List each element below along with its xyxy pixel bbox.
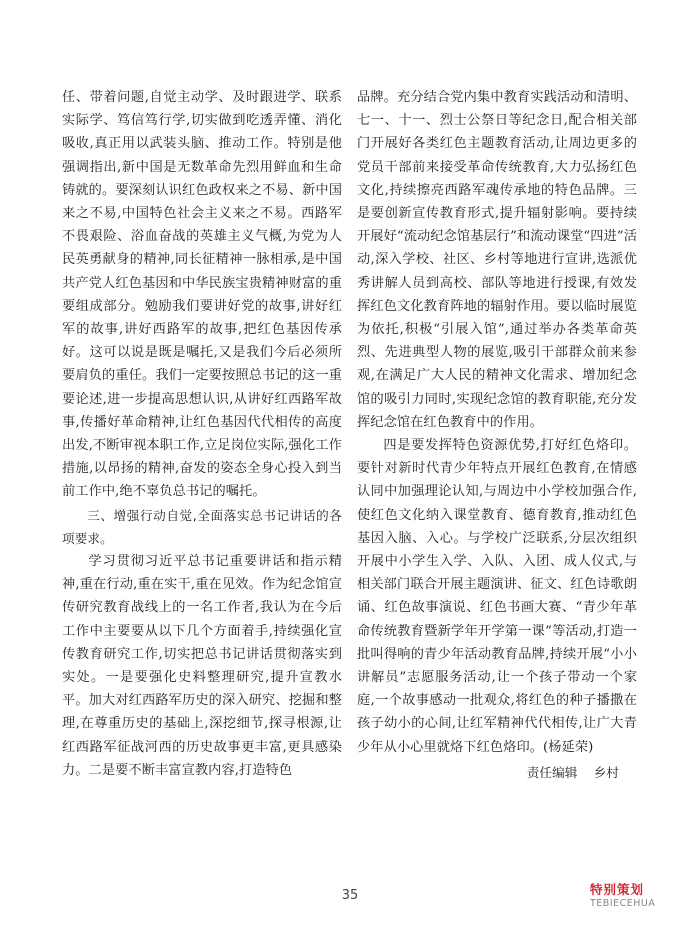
body-paragraph: 品牌。充分结合党内集中教育实践活动和清明、七一、十一、烈士公祭日等纪念日,配合相关部门开展好各类红色主题教育活动,让周边更多的党员干部前来接受革命传统教育,大力弘扬红色文化,持续擦亮西路军魂传承地的特色品牌。三是要创新宣传教育形式,提升辐射影响。要持续开展好“流动纪念馆基层行”和流动课堂“四进”活动,深入学校、社区、乡村等地进行宣讲,选派优秀讲解人员到高校、部队等地进行授课,有效发挥红色文化教育阵地的辐射作用。要以临时展览为依托,积极“引展入馆”,通过举办各类革命英烈、先进典型人物的展览,吸引干部群众前来参观,在满足广大人民的精神文化需求、增加纪念馆的吸引力同时,实现纪念馆的教育职能,充分发挥纪念馆在红色教育中的作用。 xyxy=(357,90,637,430)
editor-name: 乡村 xyxy=(593,764,619,780)
left-column xyxy=(62,86,342,782)
section-name-pinyin: TEBIECEHUA xyxy=(590,898,656,909)
editor-label: 责任编辑 xyxy=(526,764,578,780)
section-heading: 三、增强行动自觉,全面落实总书记讲话的各项要求。 xyxy=(62,507,342,546)
body-paragraph: 任、带着问题,自觉主动学、及时跟进学、联系实际学、笃信笃行学,切实做到吃透弄懂、消化吸收,真正用以武装头脑、推动工作。特别是他强调指出,新中国是无数革命先烈用鲜血和生命铸就的。要深刻认识红色政权来之不易、新中国来之不易,中国特色社会主义来之不易。西路军不畏艰险、浴血奋战的英雄主义气概,为党为人民英勇献身的精神,同长征精神一脉相承,是中国共产党人红色基因和中华民族宝贵精神财富的重要组成部分。勉励我们要讲好党的故事,讲好红军的故事,讲好西路军的故事,把红色基因传承好。这可以说是既是嘱托,又是我们今后必须所要肩负的重任。我们一定要按照总书记的这一重要论述,进一步提高思想认识,从讲好红西路军故事,传播好革命精神,让红色基因代代相传的高度出发,不断审视本职工作,立足岗位实际,强化工作措施,以昂扬的精神,奋发的姿态全身心投入到当前工作中,绝不辜负总书记的嘱托。 xyxy=(62,90,342,500)
section-name: 特别策划 xyxy=(590,882,645,897)
body-paragraph: 学习贯彻习近平总书记重要讲话和指示精神,重在行动,重在实干,重在见效。作为纪念馆宣传研究教育战线上的一名工作者,我认为在今后工作中主要要从以下几个方面着手,持续强化宣传教育研究工作,切实把总书记讲话贯彻落实到实处。一是要强化史料整理研究,提升宣教水平。加大对红西路军历史的深入研究、挖掘和整理,在尊重历史的基础上,深挖细节,探寻根源,让红西路军征战河西的历史故事更丰富,更具感染力。二是要不断丰富宣教内容,打造特色 xyxy=(62,554,342,778)
page-number: 35 xyxy=(341,888,359,903)
editor-credit xyxy=(357,761,637,784)
body-paragraph: 四是要发挥特色资源优势,打好红色烙印。要针对新时代青少年特点开展红色教育,在情感认同中加强理论认知,与周边中小学校加强合作,使红色文化纳入课堂教育、德育教育,推动红色基因入脑、入心。与学校广泛联系,分层次组织开展中小学生入学、入队、入团、成人仪式,与相关部门联合开展主题演讲、征文、红色诗歌朗诵、红色故事演说、红色书画大赛、“青少年革命传统教育暨新学年开学第一课”等活动,打造一批叫得响的青少年活动教育品牌,持续开展“小小讲解员”志愿服务活动,让一个孩子带动一个家庭,一个故事感动一批观众,将红色的种子播撒在孩子幼小的心间,让红军精神代代相传,让广大青少年从小心里就烙下红色烙印。(杨延荣) xyxy=(357,438,637,755)
right-column xyxy=(357,86,637,784)
section-mark xyxy=(590,880,670,909)
